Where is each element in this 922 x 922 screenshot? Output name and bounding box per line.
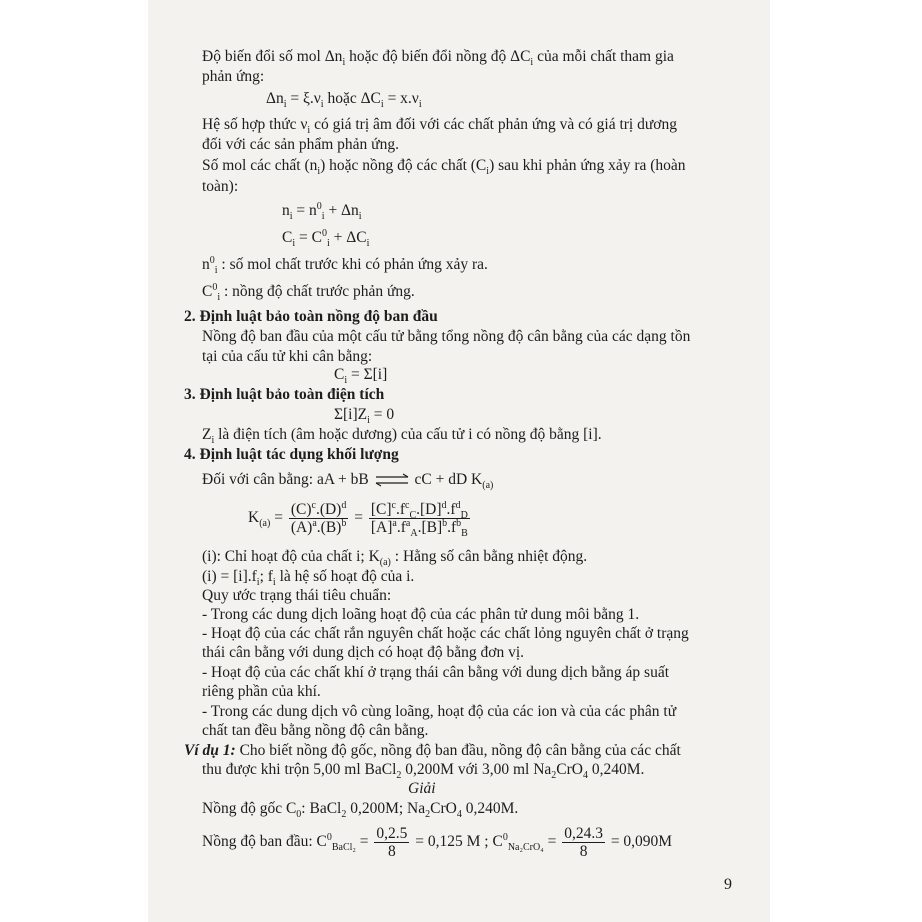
- text-line: thái cân bằng với dung dịch có hoạt độ bằng đơn vị.: [202, 644, 525, 661]
- fraction-na2cro4: $\frac{0,24.3}{8}$: [564, 824, 603, 860]
- text-line: riêng phần của khí.: [202, 683, 321, 700]
- equilibrium-arrows-icon: [373, 473, 411, 487]
- text-line: $n^0_i$ : số mol chất trước khi có phản ứng xảy ra.: [202, 254, 488, 277]
- equation-charge-balance: $\Sigma[i]Z_i = 0$: [334, 406, 395, 427]
- text-line: $Z_i$ là điện tích (âm hoặc dương) của cấu tử i có nồng độ bằng [i].: [202, 426, 602, 447]
- section-heading-3: 3. Định luật bảo toàn điện tích: [184, 386, 385, 403]
- text-line: Số mol các chất $(n_i)$ hoặc nồng độ các chất $(C_i)$ sau khi phản ứng xảy ra (hoàn: [202, 157, 686, 178]
- fraction-concentration: $\frac{[C]^c.f^c_C.[D]^d.f^d_D}{[A]^a.f^a_A.[B]^b.f^b_B}$: [370, 499, 468, 540]
- section-heading-4: 4. Định luật tác dụng khối lượng: [184, 446, 399, 463]
- text-line: Độ biến đổi số mol $\Delta n_i$ hoặc độ biến đổi nồng độ $\Delta C_i$ của mỗi chất tham gia: [202, 48, 674, 69]
- example-intro: Ví dụ 1: Cho biết nồng độ gốc, nồng độ ban đầu, nồng độ cân bằng của các chất: [184, 742, 681, 759]
- text-line: - Hoạt độ của các chất rắn nguyên chất hoặc các chất lỏng nguyên chất ở trạng: [202, 625, 689, 642]
- text-line: toàn):: [202, 178, 239, 195]
- equation-n-i: $n_i = n^0_i + \Delta n_i$: [282, 200, 362, 223]
- text-line: - Hoạt độ của các chất khí ở trạng thái cân bằng với dung dịch bằng áp suất: [202, 664, 670, 681]
- solution-heading: Giải: [408, 780, 436, 797]
- mass-action-equation: $K_{(a)}$ = $\frac{(C)^c.(D)^d}{(A)^a.(B)^b}$ = $\frac{[C]^c.f^c_C.[D]^d.f^d_D}{[A]^a.f^a_A.[B]^b.f^b_B}$: [248, 499, 468, 540]
- page-number: 9: [724, 876, 732, 893]
- fraction-bacl2: $\frac{0,2.5}{8}$: [376, 824, 408, 860]
- text-line: Quy ước trạng thái tiêu chuẩn:: [202, 587, 392, 604]
- text-line: $(i) = [i].f_i$; $f_i$ là hệ số hoạt độ của i.: [202, 568, 415, 589]
- text-line: thu được khi trộn 5,00 ml BaCl$_2$ 0,200M với 3,00 ml $Na_2CrO_4$ 0,240M.: [202, 761, 645, 782]
- text-line: Hệ số hợp thức $\nu_i$ có giá trị âm đối với các chất phản ứng và có giá trị dương: [202, 116, 677, 137]
- text-line: Nồng độ ban đầu của một cấu tử bằng tổng nồng độ cân bằng của các dạng tồn: [202, 328, 691, 345]
- text-line: phản ứng:: [202, 68, 265, 85]
- section-heading-2: 2. Định luật bảo toàn nồng độ ban đầu: [184, 308, 438, 325]
- text-line: tại của cấu tử khi cân bằng:: [202, 348, 373, 365]
- equation-c-i: $C_i = C^0_i + \Delta C_i$: [282, 227, 370, 250]
- initial-concentration-calc: Nồng độ ban đầu: $C^0_{BaCl_2}$ = $\frac{0,2.5}{8}$ = 0,125 M ; $C^0_{Na_2CrO_4}$ = $\frac{0,24.3}{8}$ = 0,090M: [202, 824, 673, 860]
- text-line: - Trong các dung dịch loãng hoạt độ của các phân tử dung môi bằng 1.: [202, 606, 640, 623]
- text-line: đối với các sản phẩm phản ứng.: [202, 136, 399, 153]
- text-line: $C^0_i$ : nồng độ chất trước phản ứng.: [202, 281, 415, 304]
- equation-initial-concentration: $C_i = \Sigma[i]$: [334, 366, 388, 387]
- equilibrium-reaction: Đối với cân bằng: aA + bB cC + dD $K_{(a)}$: [202, 471, 494, 492]
- text-line: chất tan đều bằng nồng độ cân bằng.: [202, 722, 429, 739]
- text-line: Nồng độ gốc $C_0$: BaCl$_2$ 0,200M; $Na_2CrO_4$ 0,240M.: [202, 800, 519, 821]
- fraction-activity: $\frac{(C)^c.(D)^d}{(A)^a.(B)^b}$: [290, 499, 347, 536]
- equation-delta-n: $\Delta n_i = \xi.\nu_i$ hoặc $\Delta C_i = x.\nu_i$: [266, 90, 422, 111]
- text-line: - Trong các dung dịch vô cùng loãng, hoạt độ của các ion và của các phân tử: [202, 703, 677, 720]
- text-line: (i): Chỉ hoạt độ của chất i; $K_{(a)}$ : Hằng số cân bằng nhiệt động.: [202, 548, 588, 569]
- example-label: Ví dụ 1:: [184, 742, 236, 759]
- book-page: [148, 0, 770, 922]
